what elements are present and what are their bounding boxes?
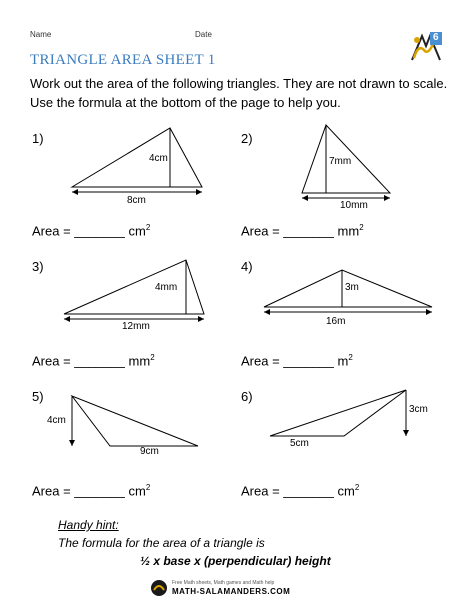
answer-prefix: Area = _______ [32,483,125,499]
answer-unit: mm [128,353,151,369]
question-4-height-label: 3m [345,282,359,293]
question-3-base-label: 12mm [122,321,150,332]
question-5-base-label: 9cm [140,446,159,457]
answer-prefix: Area = _______ [241,353,334,369]
triangle-6 [270,390,406,436]
question-1-height-label: 4cm [149,153,168,164]
answer-prefix: Area = _______ [32,353,125,369]
question-6-height-label: 3cm [409,404,428,415]
date-label: Date [195,30,212,39]
question-4-answer[interactable] [241,353,353,368]
question-3-height-label: 4mm [155,282,178,293]
triangle-5 [72,396,198,446]
triangle-1 [72,128,202,187]
question-1-answer[interactable] [32,223,150,238]
hint-formula: ½ x base x (perpendicular) height [140,554,331,568]
answer-unit: cm [337,483,355,499]
footer-logo [150,578,320,598]
question-1-base-label: 8cm [127,195,146,206]
answer-power: 2 [354,483,360,492]
question-2-number: 2) [241,131,253,146]
name-label: Name [30,30,52,39]
question-3-answer[interactable] [32,353,155,368]
question-6-base-label: 5cm [290,438,309,449]
question-5-answer[interactable] [32,483,150,498]
answer-prefix: Area = _______ [241,223,334,239]
instructions-line-2: Use the formula at the bottom of the page to help you. [30,95,341,110]
question-1-number: 1) [32,131,44,146]
answer-prefix: Area = _______ [32,223,125,239]
answer-unit: cm [128,223,146,239]
hint-text: The formula for the area of a triangle is [58,536,265,550]
answer-power: 2 [150,353,155,362]
answer-power: 2 [348,353,353,362]
answer-unit: mm [337,223,360,239]
footer-site: MATH-SALAMANDERS.COM [172,587,291,596]
triangle-3 [64,260,204,314]
page-title: TRIANGLE AREA SHEET 1 [30,52,216,68]
answer-unit: m [337,353,349,369]
question-2-height-label: 7mm [329,156,352,167]
question-3-number: 3) [32,259,44,274]
answer-unit: cm [128,483,146,499]
logo-grade: 6 [433,32,439,43]
hint-title: Handy hint: [58,518,119,532]
answer-power: 2 [145,483,151,492]
answer-prefix: Area = _______ [241,483,334,499]
question-5-number: 5) [32,389,44,404]
answer-power: 2 [359,223,364,232]
question-5-height-label: 4cm [47,415,66,426]
question-6-answer[interactable] [241,483,359,498]
answer-power: 2 [145,223,151,232]
instructions-line-1: Work out the area of the following triangles. They are not drawn to scale. [30,76,448,91]
question-2-base-label: 10mm [340,200,368,211]
question-2-answer[interactable] [241,223,364,238]
footer-tagline: Free Math sheets, Math games and Math help [172,580,275,586]
question-4-number: 4) [241,259,253,274]
question-4-base-label: 16m [326,316,346,327]
question-6-number: 6) [241,389,253,404]
